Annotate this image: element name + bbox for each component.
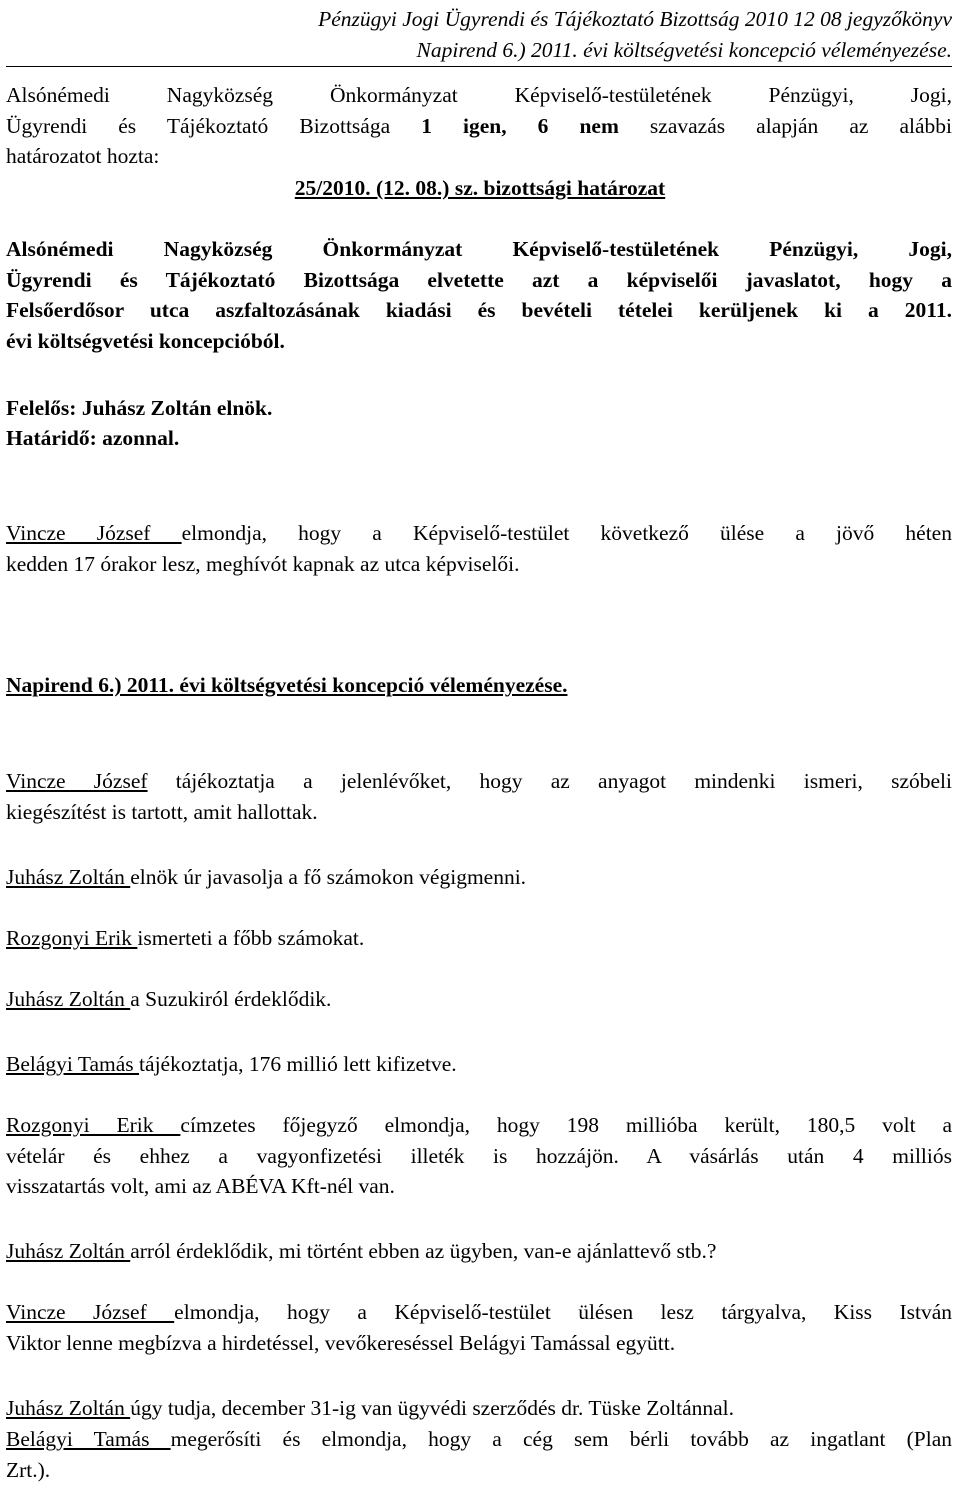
paragraph-line: Viktor lenne megbízva a hirdetéssel, vevőkereséssel Belágyi Tamással együtt. bbox=[6, 1330, 676, 1355]
paragraph-juhasz-2 bbox=[6, 984, 952, 1015]
resolution-body bbox=[6, 234, 952, 356]
paragraph-text: címzetes főjegyző elmondja, hogy 198 millióba került, 180,5 volt a bbox=[180, 1113, 953, 1137]
speaker-name: Juhász Zoltán bbox=[6, 987, 131, 1011]
paragraph-line: kiegészítést is tartott, amit hallottak. bbox=[6, 799, 318, 824]
speaker-name: Belágyi Tamás bbox=[6, 1427, 171, 1451]
paragraph-line: kedden 17 órakor lesz, meghívót kapnak az utca képviselői. bbox=[6, 551, 520, 576]
agenda-title: Napirend 6.) 2011. évi költségvetési koncepció véleményezése. bbox=[6, 673, 568, 697]
vote-line-1: Alsónémedi Nagyközség Önkormányzat Képviselő-testületének Pénzügyi, Jogi, bbox=[6, 83, 952, 107]
header-subtitle: Napirend 6.) 2011. évi költségvetési koncepció véleményezése. bbox=[416, 38, 952, 62]
speaker-name: Juhász Zoltán bbox=[6, 1239, 131, 1263]
speaker-name: Rozgonyi Erik bbox=[6, 1113, 181, 1137]
paragraph-line bbox=[6, 518, 952, 549]
resolution-deadline: Határidő: azonnal. bbox=[6, 426, 180, 450]
paragraph-juhasz-3 bbox=[6, 1236, 952, 1267]
paragraph-vincze-2 bbox=[6, 766, 952, 827]
paragraph-line: visszatartás volt, ami az ABÉVA Kft-nél van. bbox=[6, 1174, 395, 1198]
paragraph-juhasz-1 bbox=[6, 862, 952, 893]
paragraph-line: Zrt.). bbox=[6, 1457, 51, 1482]
resolution-line: Alsónémedi Nagyközség Önkormányzat Képviselő-testületének Pénzügyi, Jogi, bbox=[6, 237, 952, 261]
speaker-name: Belágyi Tamás bbox=[6, 1052, 140, 1076]
vote-line-2-tail: szavazás alapján az alábbi bbox=[618, 113, 952, 138]
paragraph-belagyi-2 bbox=[6, 1424, 952, 1485]
paragraph-text: elmondja, hogy a Képviselő-testület ülésen lesz tárgyalva, Kiss István bbox=[174, 1300, 952, 1324]
paragraph-belagyi-1 bbox=[6, 1049, 952, 1080]
paragraph-vincze-1 bbox=[6, 518, 952, 579]
resolution-title: 25/2010. (12. 08.) sz. bizottsági határozat bbox=[294, 176, 666, 200]
paragraph-line bbox=[6, 766, 952, 797]
paragraph-text: elmondja, hogy a Képviselő-testület következő ülése a jövő héten bbox=[181, 521, 952, 545]
speaker-name: Vincze József bbox=[6, 521, 182, 545]
resolution-line: évi költségvetési koncepcióból. bbox=[6, 328, 285, 353]
vote-paragraph bbox=[6, 80, 952, 172]
vote-line-2 bbox=[6, 111, 952, 142]
paragraph-text: a Suzukiról érdeklődik. bbox=[130, 987, 332, 1011]
paragraph-line bbox=[6, 1424, 952, 1455]
header-divider bbox=[6, 66, 952, 67]
resolution-line: Felsőerdősor utca aszfaltozásának kiadási és bevételi tételei kerüljenek ki a 2011. bbox=[6, 298, 952, 322]
paragraph-vincze-3 bbox=[6, 1297, 952, 1358]
header-title: Pénzügyi Jogi Ügyrendi és Tájékoztató Bizottság 2010 12 08 jegyzőkönyv bbox=[318, 7, 952, 31]
paragraph-juhasz-4 bbox=[6, 1393, 952, 1424]
vote-line-2-text: Ügyrendi és Tájékoztató Bizottsága bbox=[6, 113, 422, 138]
paragraph-text: megerősíti és elmondja, hogy a cég sem bérli tovább az ingatlant (Plan bbox=[170, 1427, 952, 1451]
paragraph-text: tájékoztatja a jelenlévőket, hogy az anyagot mindenki ismeri, szóbeli bbox=[147, 769, 952, 793]
paragraph-line: vételár és ehhez a vagyonfizetési illeték is hozzájön. A vásárlás után 4 milliós bbox=[6, 1143, 952, 1168]
paragraph-line bbox=[6, 1297, 952, 1328]
paragraph-line bbox=[6, 1110, 952, 1141]
speaker-name: Juhász Zoltán bbox=[6, 865, 131, 889]
speaker-name: Vincze József bbox=[6, 769, 148, 793]
vote-line-3: határozatot hozta: bbox=[6, 144, 160, 168]
speaker-name: Rozgonyi Erik bbox=[6, 926, 138, 950]
paragraph-text: arról érdeklődik, mi történt ebben az ügyben, van-e ajánlattevő stb.? bbox=[130, 1239, 717, 1263]
paragraph-text: elnök úr javasolja a fő számokon végigmenni. bbox=[130, 865, 527, 889]
paragraph-rozgonyi-2 bbox=[6, 1110, 952, 1202]
resolution-line: Ügyrendi és Tájékoztató Bizottsága elvetette azt a képviselői javaslatot, hogy a bbox=[6, 267, 952, 292]
resolution-responsible: Felelős: Juhász Zoltán elnök. bbox=[6, 396, 273, 420]
speaker-name: Juhász Zoltán bbox=[6, 1396, 131, 1420]
paragraph-rozgonyi-1 bbox=[6, 923, 952, 954]
vote-result: 1 igen, 6 nem bbox=[421, 113, 619, 138]
speaker-name: Vincze József bbox=[6, 1300, 175, 1324]
paragraph-text: úgy tudja, december 31-ig van ügyvédi szerződés dr. Tüske Zoltánnal. bbox=[130, 1396, 735, 1420]
paragraph-text: ismerteti a főbb számokat. bbox=[137, 926, 365, 950]
paragraph-text: tájékoztatja, 176 millió lett kifizetve. bbox=[139, 1052, 457, 1076]
